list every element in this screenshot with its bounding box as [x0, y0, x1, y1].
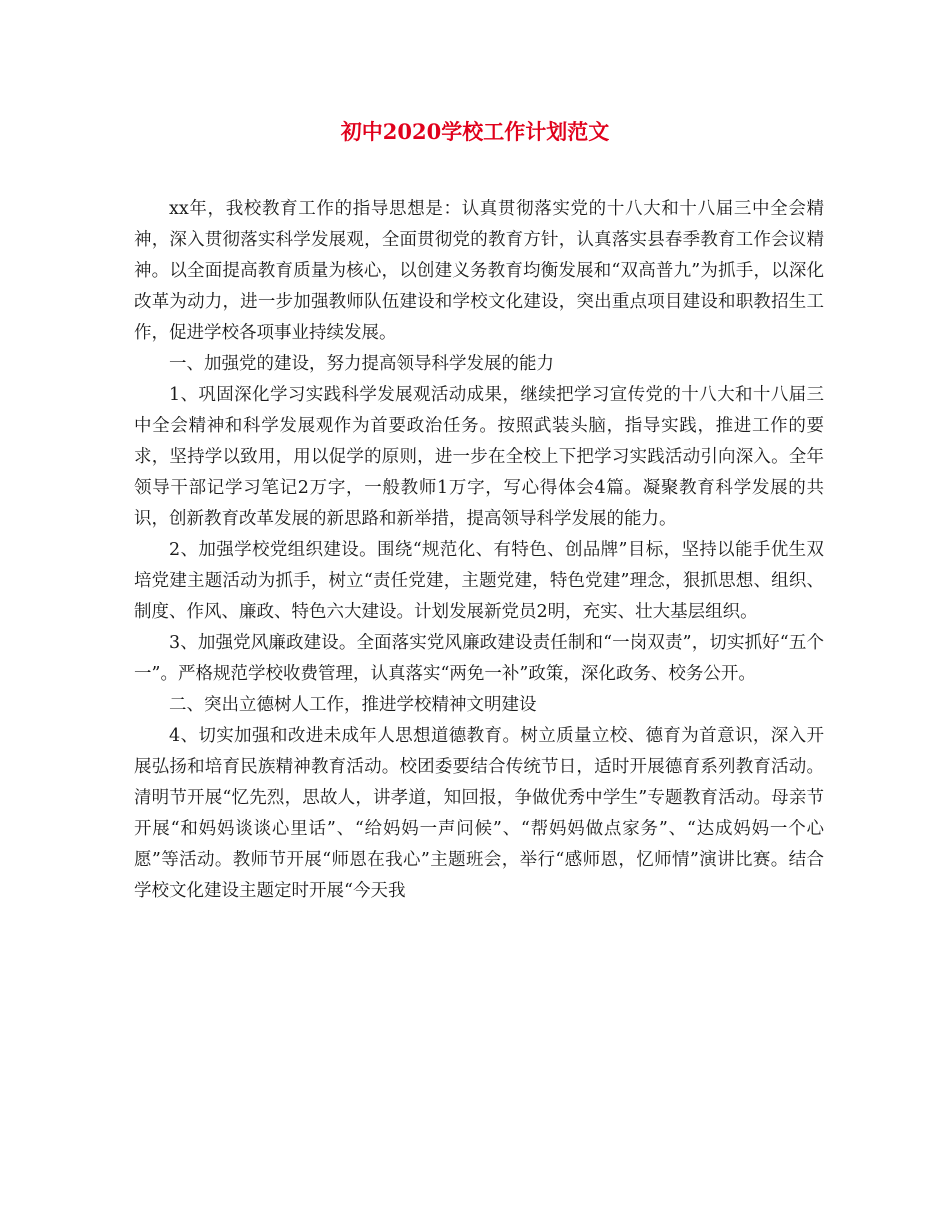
- paragraph-intro: xx年，我校教育工作的指导思想是：认真贯彻落实党的十八大和十八届三中全会精神，深入贯彻落实科学发展观，全面贯彻党的教育方针，认真落实县春季教育工作会议精神。以全面提高教育质量为核心，以创建义务教育均衡发展和“双高普九”为抓手，以深化改革为动力，进一步加强教师队伍建设和学校文化建设，突出重点项目建设和职教招生工作，促进学校各项事业持续发展。: [134, 199, 824, 343]
- paragraph-item-1: 1、巩固深化学习实践科学发展观活动成果，继续把学习宣传党的十八大和十八届三中全会精神和科学发展观作为首要政治任务。按照武装头脑，指导实践，推进工作的要求，坚持学以致用，用以促学的原则，进一步在全校上下把学习实践活动引向深入。全年领导干部记学习笔记2万字，一般教师1万字，写心得体会4篇。凝聚教育科学发展的共识，创新教育改革发展的新思路和新举措，提高领导科学发展的能力。: [134, 385, 824, 529]
- paragraph-item-3: 3、加强党风廉政建设。全面落实党风廉政建设责任制和“一岗双责”，切实抓好“五个一”。严格规范学校收费管理，认真落实“两免一补”政策，深化政务、校务公开。: [134, 633, 824, 684]
- paragraph-item-4: 4、切实加强和改进未成年人思想道德教育。树立质量立校、德育为首意识，深入开展弘扬和培育民族精神教育活动。校团委要结合传统节日，适时开展德育系列教育活动。清明节开展“忆先烈，思故人，讲孝道，知回报，争做优秀中学生”专题教育活动。母亲节开展“和妈妈谈谈心里话”、“给妈妈一声问候”、“帮妈妈做点家务”、“达成妈妈一个心愿”等活动。教师节开展“师恩在我心”主题班会，举行“感师恩，忆师情”演讲比赛。结合学校文化建设主题定时开展“今天我: [134, 726, 824, 901]
- section-heading-1: 一、加强党的建设，努力提高领导科学发展的能力: [169, 354, 554, 374]
- document-title: 初中2020学校工作计划范文: [340, 119, 610, 144]
- section-heading-2: 二、突出立德树人工作，推进学校精神文明建设: [169, 695, 537, 715]
- paragraph-item-2: 2、加强学校党组织建设。围绕“规范化、有特色、创品牌”目标，坚持以能手优生双培党建主题活动为抓手，树立“责任党建，主题党建，特色党建”理念，狠抓思想、组织、制度、作风、廉政、特色六大建设。计划发展新党员2明，充实、壮大基层组织。: [134, 540, 824, 622]
- document-body: [134, 194, 824, 907]
